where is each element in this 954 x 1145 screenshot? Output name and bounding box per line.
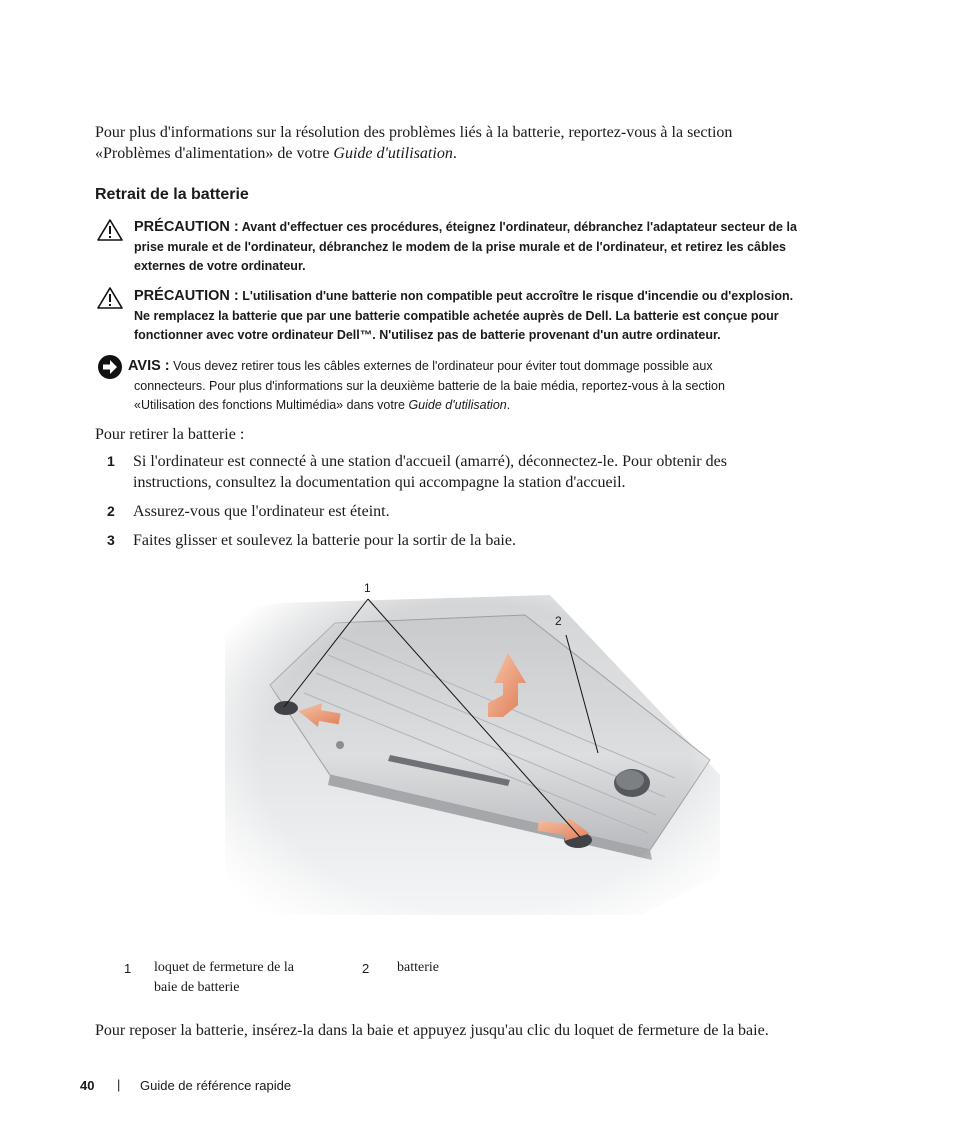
- notice-label: AVIS :: [128, 358, 170, 374]
- guide-reference: Guide d'utilisation: [333, 145, 453, 162]
- legend-1-line-2: baie de batterie: [154, 980, 240, 995]
- notice-line-3-text: «Utilisation des fonctions Multimédia» dans votre: [134, 398, 409, 412]
- caution-1-text: Avant d'effectuer ces procédures, éteignez l'ordinateur, débranchez l'adaptateur secteur de la: [238, 220, 797, 234]
- notice-line-1: [128, 357, 868, 377]
- legend-item-latch: [154, 958, 294, 998]
- legend-item-battery: batterie: [397, 960, 439, 975]
- callout-2: 2: [555, 614, 562, 628]
- page-number: 40: [80, 1078, 95, 1093]
- caution-label: PRÉCAUTION :: [134, 219, 239, 235]
- steps-intro: Pour retirer la batterie :: [95, 426, 245, 443]
- caution-note-1: [134, 218, 864, 277]
- section-title: Retrait de la batterie: [95, 186, 249, 203]
- caution-1-line-1: [134, 218, 864, 238]
- caution-label: PRÉCAUTION :: [134, 288, 239, 304]
- notice-line-2: connecteurs. Pour plus d'informations sur la deuxième batterie de la baie média, reportez-vous à la section: [134, 378, 725, 393]
- footer-separator: |: [117, 1077, 121, 1092]
- legend-1-line-1: loquet de fermeture de la: [154, 960, 294, 975]
- caution-2-line-1: [134, 287, 864, 307]
- step-number: 3: [107, 532, 115, 548]
- legend-number: 1: [124, 961, 132, 976]
- caution-note-2: [134, 287, 864, 346]
- step-1: [133, 451, 853, 493]
- warning-triangle-icon: [97, 219, 123, 241]
- closing-paragraph: Pour reposer la batterie, insérez-la dans la baie et appuyez jusqu'au clic du loquet de fermeture de la baie.: [95, 1022, 769, 1039]
- step-2: Assurez-vous que l'ordinateur est éteint.: [133, 503, 390, 520]
- step-number: 1: [107, 453, 115, 469]
- notice-note: [128, 357, 868, 416]
- intro-line-2-end: .: [452, 145, 457, 162]
- battery-removal-illustration: [220, 575, 730, 940]
- step-1-line-2: instructions, consultez la documentation qui accompagne la station d'accueil.: [133, 474, 626, 491]
- guide-reference: Guide d'utilisation: [408, 398, 507, 412]
- step-number: 2: [107, 503, 115, 519]
- caution-1-line-3: externes de votre ordinateur.: [134, 259, 306, 273]
- footer-title: Guide de référence rapide: [140, 1078, 292, 1093]
- notice-arrow-icon: [97, 354, 123, 380]
- notice-line-3-end: .: [506, 398, 511, 412]
- caution-2-text: L'utilisation d'une batterie non compatible peut accroître le risque d'incendie ou d'explosion.: [238, 289, 794, 303]
- caution-1-line-2: prise murale et de l'ordinateur, débranchez le modem de la prise murale et de l'ordinateur, et retirez les câbles: [134, 239, 787, 254]
- notice-line-3: [134, 396, 868, 416]
- step-1-line-1: Si l'ordinateur est connecté à une station d'accueil (amarré), déconnectez-le. Pour obtenir des: [133, 453, 727, 470]
- step-3: Faites glisser et soulevez la batterie pour la sortir de la baie.: [133, 532, 516, 549]
- intro-line-2: [95, 143, 895, 164]
- notice-text: Vous devez retirer tous les câbles externes de l'ordinateur pour éviter tout dommage possible aux: [169, 359, 713, 373]
- intro-paragraph: [95, 122, 895, 164]
- caution-2-line-3: fonctionner avec votre ordinateur Dell™. N'utilisez pas de batterie provenant d'un autre ordinateur.: [134, 328, 721, 342]
- intro-line-2-text: «Problèmes d'alimentation» de votre: [95, 145, 334, 162]
- legend-number: 2: [362, 961, 370, 976]
- warning-triangle-icon: [97, 287, 123, 309]
- caution-2-line-2: Ne remplacez la batterie que par une batterie compatible achetée auprès de Dell. La batterie est conçue pour: [134, 308, 779, 323]
- intro-line-1: Pour plus d'informations sur la résolution des problèmes liés à la batterie, reportez-vous à la section: [95, 124, 733, 141]
- callout-1: 1: [364, 581, 371, 595]
